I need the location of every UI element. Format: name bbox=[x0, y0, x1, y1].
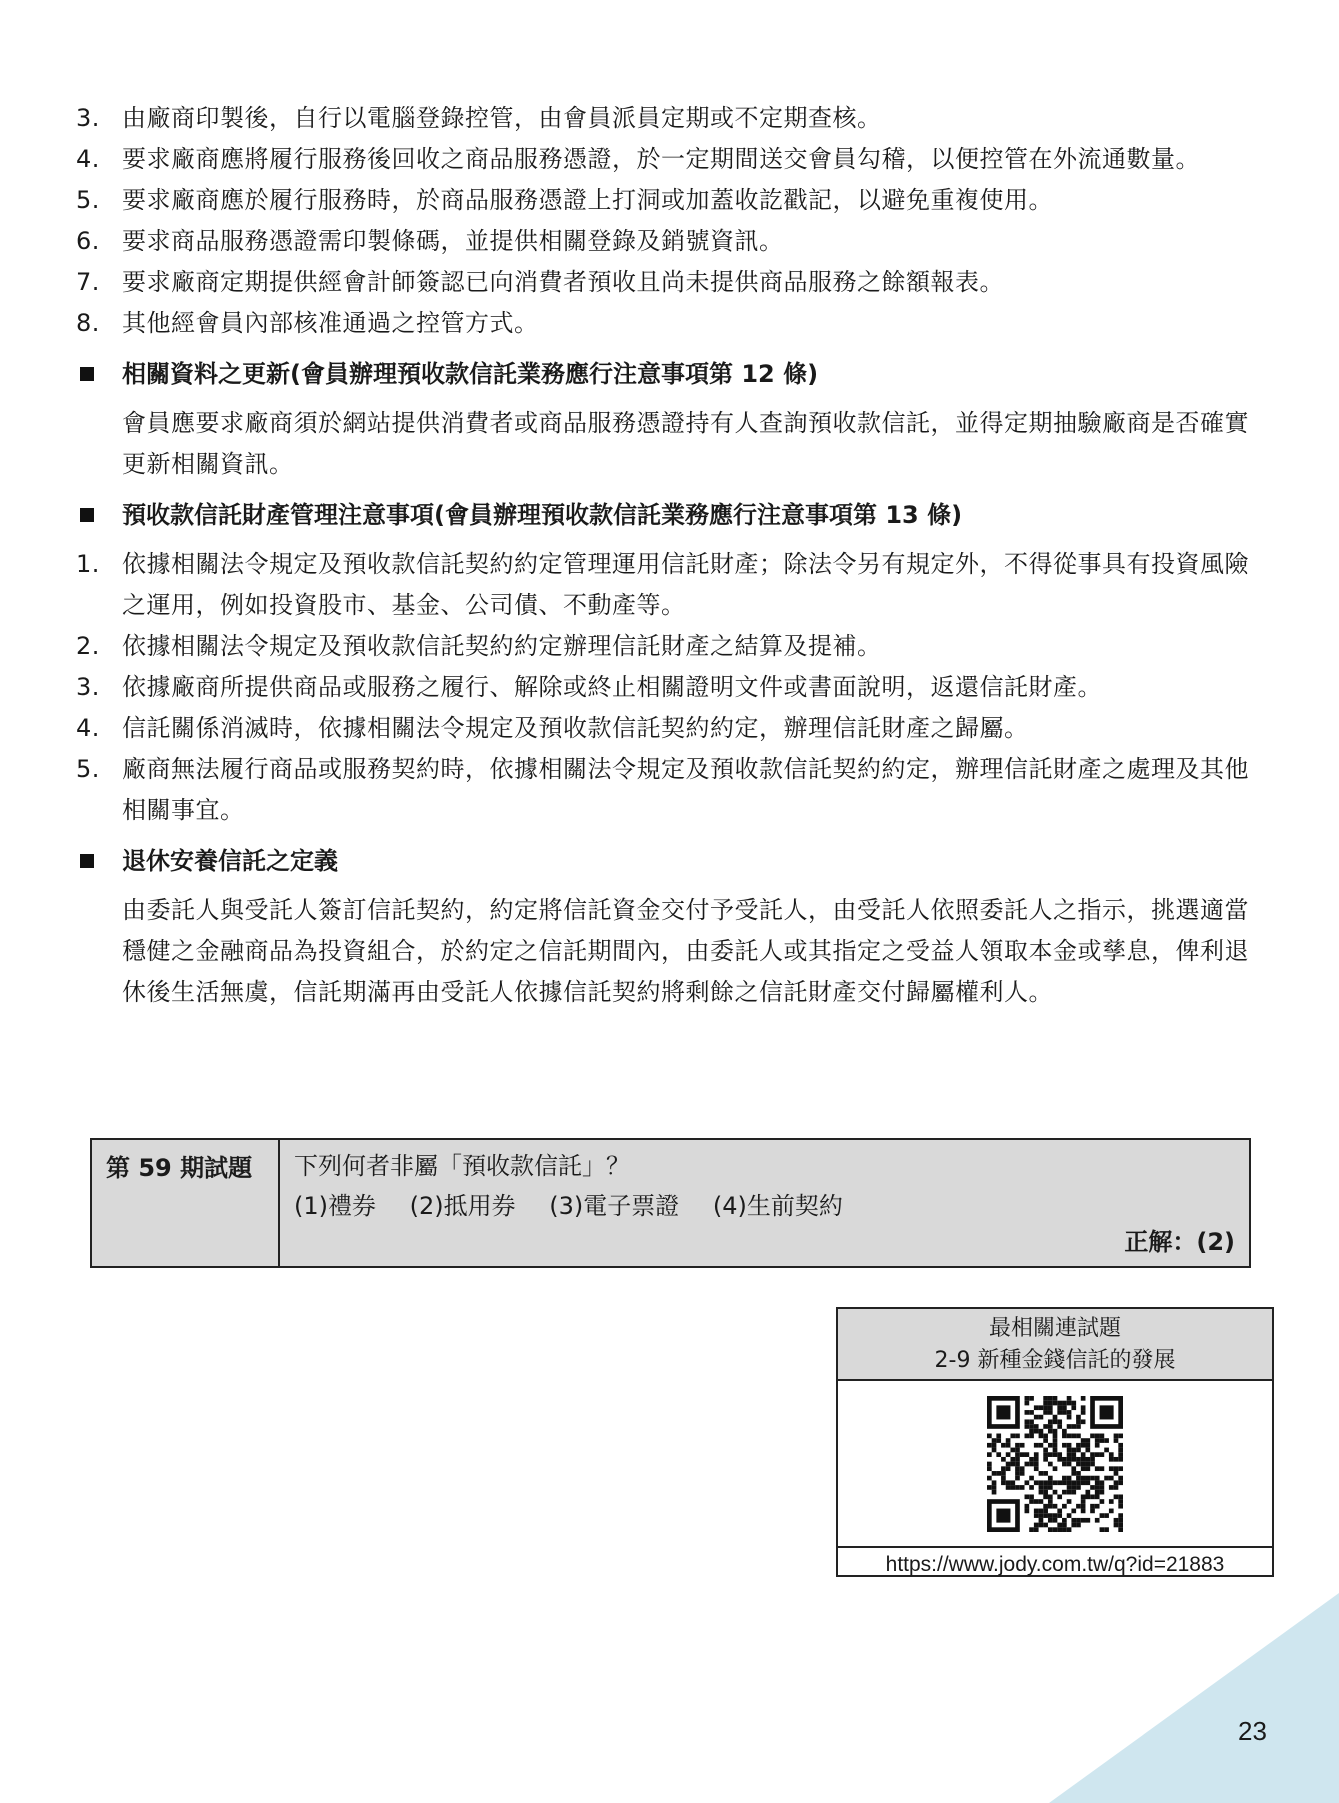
qr-code-icon[interactable] bbox=[987, 1396, 1123, 1532]
qr-subtitle: 2-9 新種金錢信託的發展 bbox=[934, 1348, 1176, 1373]
qr-title: 最相關連試題 bbox=[988, 1316, 1121, 1341]
exam-option: (2)抵用券 bbox=[409, 1192, 516, 1220]
trust-property-list bbox=[76, 544, 1266, 831]
list-item: 6. 要求商品服務憑證需印製條碼，並提供相關登錄及銷號資訊。 bbox=[76, 227, 784, 255]
list-item: 3. 依據廠商所提供商品或服務之履行、解除或終止相關證明文件或書面說明，返還信託財產。 bbox=[76, 673, 1102, 701]
list-item: 4. 信託關係消滅時，依據相關法令規定及預收款信託契約約定，辦理信託財產之歸屬。 bbox=[76, 714, 1029, 742]
qr-header bbox=[838, 1309, 1272, 1381]
section-heading: 退休安養信託之定義 bbox=[76, 841, 1266, 882]
exam-option: (4)生前契約 bbox=[712, 1192, 843, 1220]
square-bullet-icon bbox=[80, 854, 94, 868]
exam-answer: 正解：(2) bbox=[1124, 1228, 1235, 1256]
list-item: 3. 由廠商印製後，自行以電腦登錄控管，由會員派員定期或不定期查核。 bbox=[76, 104, 882, 132]
list-item-text: 其他經會員內部核准通過之控管方式。 bbox=[122, 309, 539, 337]
corner-decoration bbox=[1049, 1593, 1339, 1803]
section-heading: 相關資料之更新(會員辦理預收款信託業務應行注意事項第 12 條) bbox=[76, 354, 1266, 395]
exam-label: 第 59 期試題 bbox=[92, 1140, 280, 1266]
qr-url[interactable]: https://www.jody.com.tw/q?id=21883 bbox=[885, 1553, 1225, 1576]
list-item-text: 要求廠商應於履行服務時，於商品服務憑證上打洞或加蓋收訖戳記，以避免重複使用。 bbox=[122, 186, 1053, 214]
square-bullet-icon bbox=[80, 367, 94, 381]
page-number: 23 bbox=[1238, 1716, 1267, 1746]
main-content bbox=[76, 98, 1266, 1013]
list-item: 7. 要求廠商定期提供經會計師簽認已向消費者預收且尚未提供商品服務之餘額報表。 bbox=[76, 268, 1004, 296]
related-question-box bbox=[836, 1307, 1274, 1577]
square-bullet-icon bbox=[80, 508, 94, 522]
list-item: 5. 廠商無法履行商品或服務契約時，依據相關法令規定及預收款信託契約約定，辦理信託財產之處理及其他相關事宜。 bbox=[76, 755, 1249, 824]
exam-question: 下列何者非屬「預收款信託」？ bbox=[294, 1152, 630, 1180]
exam-question-box bbox=[90, 1138, 1251, 1268]
list-item-text: 由廠商印製後，自行以電腦登錄控管，由會員派員定期或不定期查核。 bbox=[122, 104, 882, 132]
list-item: 5. 要求廠商應於履行服務時，於商品服務憑證上打洞或加蓋收訖戳記，以避免重複使用。 bbox=[76, 186, 1053, 214]
control-method-list bbox=[76, 98, 1266, 344]
list-item: 1. 依據相關法令規定及預收款信託契約約定管理運用信託財產；除法令另有規定外，不得從事具有投資風險之運用，例如投資股市、基金、公司債、不動產等。 bbox=[76, 550, 1249, 619]
exam-body bbox=[280, 1140, 1249, 1266]
exam-option: (3)電子票證 bbox=[549, 1192, 680, 1220]
list-item: 2. 依據相關法令規定及預收款信託契約約定辦理信託財產之結算及提補。 bbox=[76, 632, 882, 660]
exam-options bbox=[294, 1186, 1235, 1226]
section-body: 由委託人與受託人簽訂信託契約，約定將信託資金交付予受託人，由受託人依照委託人之指示，挑選適當穩健之金融商品為投資組合，於約定之信託期間內，由委託人或其指定之受益人領取本金或孳息，俾利退休後生活無虞，信託期滿再由受託人依據信託契約將剩餘之信託財產交付歸屬權利人。 bbox=[122, 896, 1249, 1006]
qr-code-area bbox=[838, 1381, 1272, 1548]
list-item-text: 要求廠商定期提供經會計師簽認已向消費者預收且尚未提供商品服務之餘額報表。 bbox=[122, 268, 1004, 296]
list-item-text: 要求商品服務憑證需印製條碼，並提供相關登錄及銷號資訊。 bbox=[122, 227, 784, 255]
list-item: 8. 其他經會員內部核准通過之控管方式。 bbox=[76, 309, 539, 337]
list-item: 4. 要求廠商應將履行服務後回收之商品服務憑證，於一定期間送交會員勾稽，以便控管在外流通數量。 bbox=[76, 145, 1200, 173]
exam-option: (1)禮券 bbox=[294, 1192, 376, 1220]
section-heading: 預收款信託財產管理注意事項(會員辦理預收款信託業務應行注意事項第 13 條) bbox=[76, 495, 1266, 536]
list-item-text: 要求廠商應將履行服務後回收之商品服務憑證，於一定期間送交會員勾稽，以便控管在外流通數量。 bbox=[122, 145, 1200, 173]
section-body: 會員應要求廠商須於網站提供消費者或商品服務憑證持有人查詢預收款信託，並得定期抽驗廠商是否確實更新相關資訊。 bbox=[122, 409, 1249, 478]
